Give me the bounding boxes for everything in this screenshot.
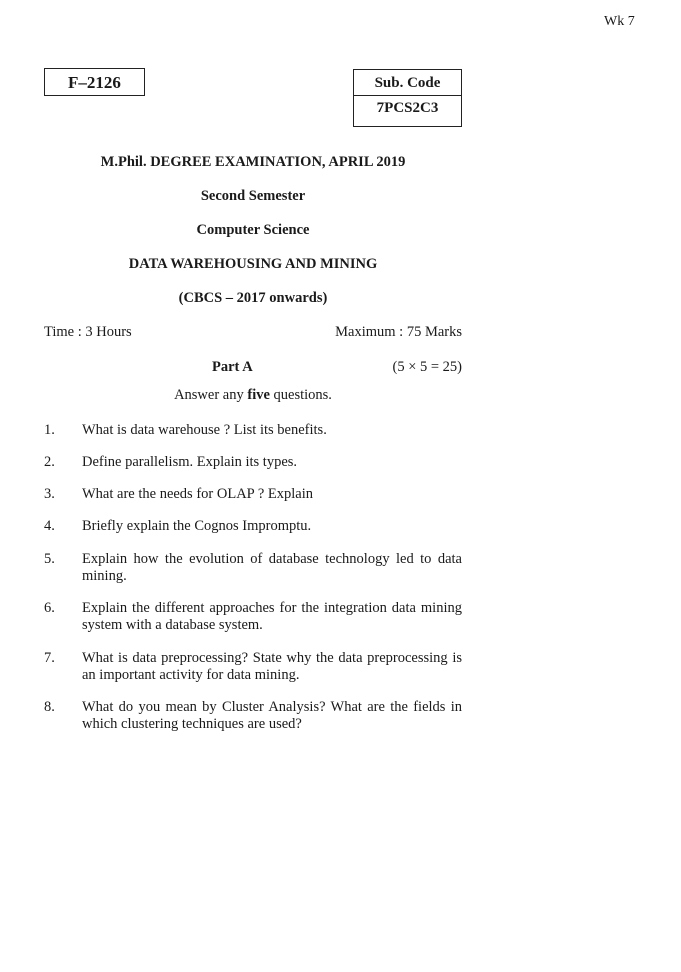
question-number: 4. bbox=[44, 518, 55, 534]
question-3 bbox=[44, 486, 462, 503]
question-text: What do you mean by Cluster Analysis? What are the fields in which clustering techniques are used? bbox=[82, 699, 462, 732]
part-a-instruction bbox=[44, 387, 462, 404]
sub-code-label: Sub. Code bbox=[374, 75, 441, 91]
question-number: 3. bbox=[44, 486, 55, 502]
question-number: 5. bbox=[44, 551, 55, 567]
question-8 bbox=[44, 699, 462, 733]
maximum-marks: Maximum : 75 Marks bbox=[335, 324, 462, 340]
question-7 bbox=[44, 650, 462, 684]
question-6 bbox=[44, 600, 462, 634]
paper-code-box: F–2126 bbox=[44, 68, 145, 96]
question-text: Explain the different approaches for the integration data mining system with a database system. bbox=[82, 600, 462, 633]
question-5 bbox=[44, 551, 462, 585]
question-number: 2. bbox=[44, 454, 55, 470]
question-text: What is data warehouse ? List its benefits. bbox=[82, 422, 327, 438]
question-number: 6. bbox=[44, 600, 55, 616]
question-number: 1. bbox=[44, 422, 55, 438]
instruction-count: five bbox=[247, 387, 270, 403]
question-2 bbox=[44, 454, 462, 471]
question-1 bbox=[44, 422, 462, 439]
part-a-marks: (5 × 5 = 25) bbox=[392, 359, 462, 375]
part-a-title: Part A bbox=[212, 359, 253, 375]
sub-code-value: 7PCS2C3 bbox=[354, 95, 461, 121]
question-text: Briefly explain the Cognos Impromptu. bbox=[82, 518, 312, 534]
subject: Computer Science bbox=[196, 222, 310, 238]
semester: Second Semester bbox=[200, 188, 306, 204]
question-text: What is data preprocessing? State why the data preprocessing is an important activity for data mining. bbox=[82, 650, 462, 683]
instruction-prefix: Answer any bbox=[174, 387, 248, 403]
scheme: (CBCS – 2017 onwards) bbox=[178, 290, 328, 306]
question-number: 7. bbox=[44, 650, 55, 666]
week-tag: Wk 7 bbox=[604, 14, 635, 29]
sub-code-box bbox=[353, 69, 462, 127]
question-text: What are the needs for OLAP ? Explain bbox=[82, 486, 313, 502]
question-text: Define parallelism. Explain its types. bbox=[82, 454, 298, 470]
question-text: Explain how the evolution of database technology led to data mining. bbox=[82, 551, 462, 584]
question-number: 8. bbox=[44, 699, 55, 715]
time-allowed: Time : 3 Hours bbox=[44, 324, 132, 340]
paper-name: DATA WAREHOUSING AND MINING bbox=[128, 256, 378, 272]
instruction-suffix: questions. bbox=[269, 387, 332, 403]
question-4 bbox=[44, 518, 462, 535]
exam-title: M.Phil. DEGREE EXAMINATION, APRIL 2019 bbox=[100, 154, 406, 170]
